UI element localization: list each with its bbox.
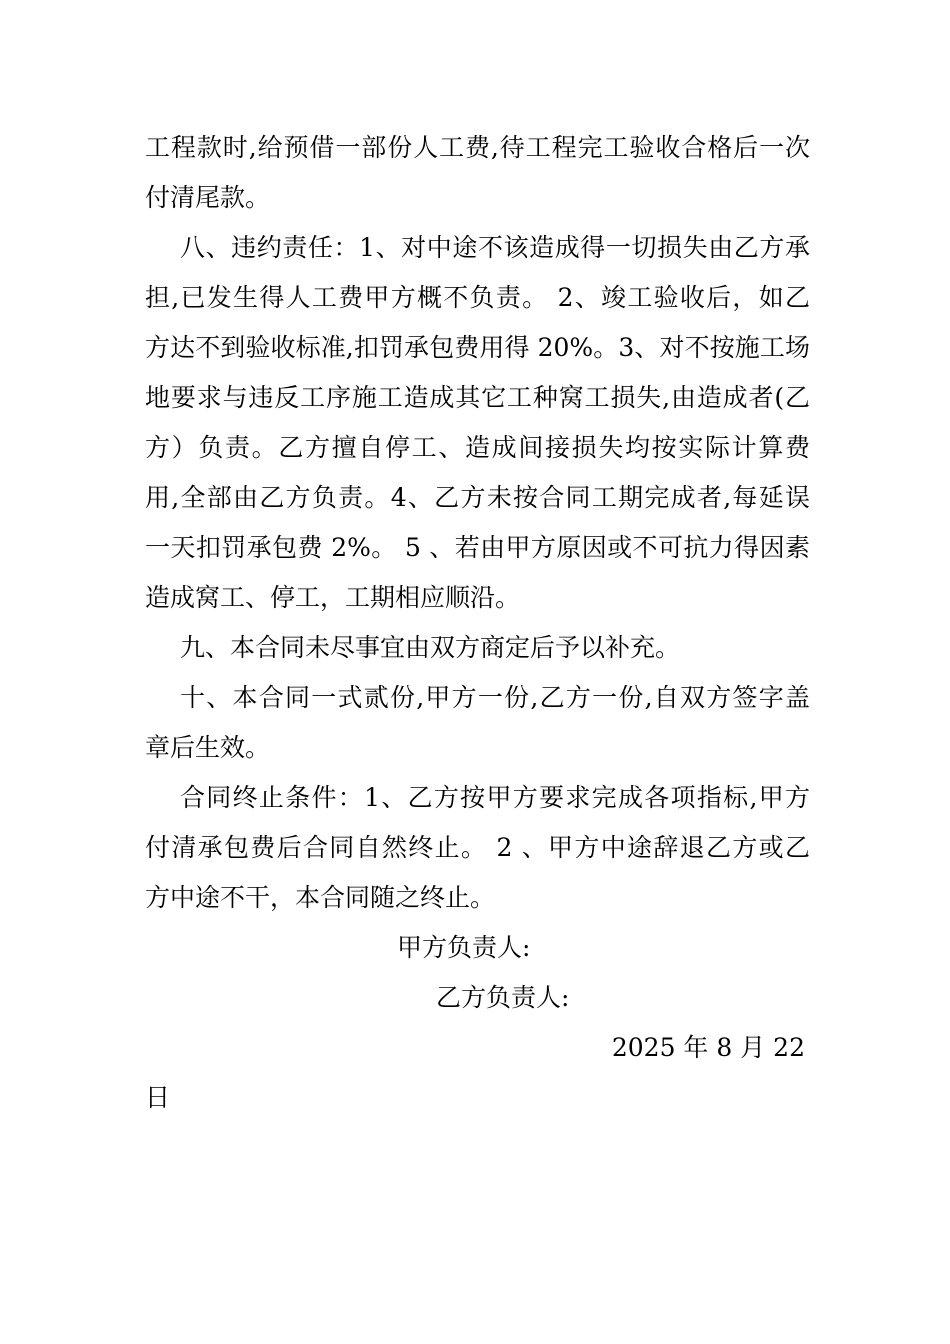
clause-10-line-1: 十、本合同一式贰份,甲方一份,乙方一份,自双方签字盖 [180,683,810,712]
clause-8-line-1: 八、违约责任：1、对中途不该造成得一切损失由乙方承 [180,233,810,262]
clause-8-line-6: 用,全部由乙方负责。4、乙方未按合同工期完成者,每延误 [145,483,810,512]
clause-8-line-5: 方）负责。乙方擅自停工、造成间接损失均按实际计算费 [145,433,810,462]
signing-date-day-suffix: 日 [145,1083,171,1112]
signing-date: 2025 年 8 月 22 [611,1033,805,1062]
termination-line-2: 付清承包费后合同自然终止。 2 、甲方中途辞退乙方或乙 [145,833,810,862]
clause-9-line-1: 九、本合同未尽事宜由双方商定后予以补充。 [180,633,681,662]
contract-line-2: 付清尾款。 [145,183,271,212]
clause-8-line-8: 造成窝工、停工，工期相应顺沿。 [145,583,521,612]
clause-8-line-7: 一天扣罚承包费 2%。 5 、若由甲方原因或不可抗力得因素 [145,533,810,562]
party-b-signature-label: 乙方负责人: [436,983,570,1012]
clause-8-line-2: 担,已发生得人工费甲方概不负责。 2、竣工验收后，如乙 [145,283,810,312]
clause-10-line-2: 章后生效。 [145,733,271,762]
termination-line-1: 合同终止条件：1、乙方按甲方要求完成各项指标,甲方 [180,783,810,812]
clause-8-line-3: 方达不到验收标准,扣罚承包费用得 20%。3、对不按施工场 [145,333,810,362]
party-a-signature-label: 甲方负责人: [397,933,531,962]
clause-8-line-4: 地要求与违反工序施工造成其它工种窝工损失,由造成者(乙 [145,383,810,412]
contract-line-1: 工程款时,给预借一部份人工费,待工程完工验收合格后一次 [145,133,810,162]
termination-line-3: 方中途不干，本合同随之终止。 [145,883,496,912]
